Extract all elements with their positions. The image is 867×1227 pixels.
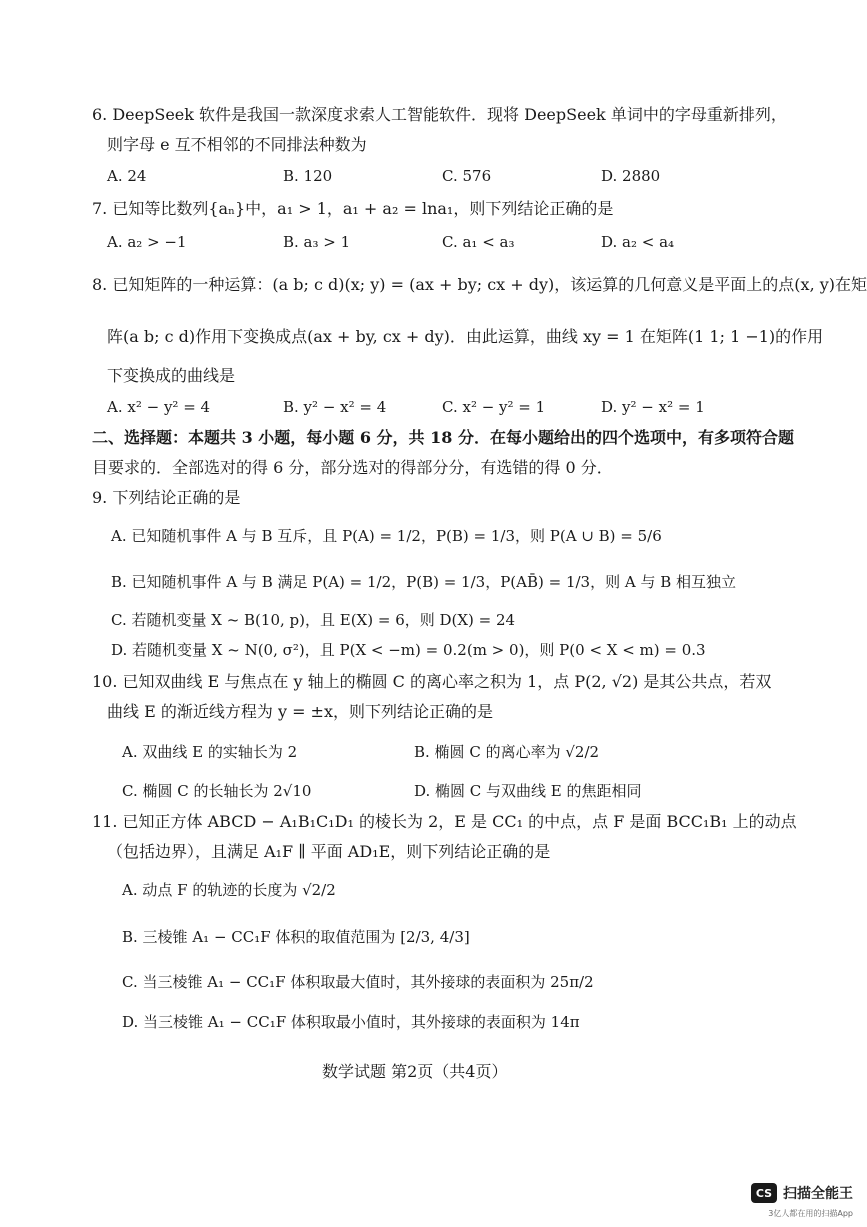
q8-line2: 阵(a b; c d)作用下变换成点(ax + by, cx + dy)．由此运算，曲线 xy = 1 在矩阵(1 1; 1 −1)的作用 (107, 327, 824, 346)
q7-option-d: D. a₂ < a₄ (601, 233, 675, 251)
q8-option-b: B. y² − x² = 4 (283, 398, 387, 416)
q9-stem: 9. 下列结论正确的是 (92, 488, 241, 507)
q10-line1: 10. 已知双曲线 E 与焦点在 y 轴上的椭圆 C 的离心率之积为 1，点 P(2, √2) 是其公共点，若双 (92, 672, 772, 691)
q8-option-c: C. x² − y² = 1 (442, 398, 546, 416)
q9-option-d: D. 若随机变量 X ~ N(0, σ²)，且 P(X < −m) = 0.2(m > 0)，则 P(0 < X < m) = 0.3 (111, 641, 706, 659)
q6-option-d: D. 2880 (601, 167, 661, 185)
q9-option-c: C. 若随机变量 X ~ B(10, p)，且 E(X) = 6，则 D(X) = 24 (111, 611, 516, 629)
scanner-watermark (751, 1183, 853, 1203)
q9-option-a: A. 已知随机事件 A 与 B 互斥，且 P(A) = 1/2，P(B) = 1/3，则 P(A ∪ B) = 5/6 (111, 527, 662, 545)
q10-option-c: C. 椭圆 C 的长轴长为 2√10 (122, 782, 312, 800)
q9-option-b: B. 已知随机事件 A 与 B 满足 P(A) = 1/2，P(B) = 1/3，P(AB̄) = 1/3，则 A 与 B 相互独立 (111, 573, 737, 591)
q10-line2: 曲线 E 的渐近线方程为 y = ±x，则下列结论正确的是 (107, 702, 493, 721)
q8-option-a: A. x² − y² = 4 (107, 398, 211, 416)
q7-line1: 7. 已知等比数列{aₙ}中，a₁ > 1，a₁ + a₂ = lna₁，则下列结论正确的是 (92, 199, 614, 218)
q11-option-b: B. 三棱锥 A₁ − CC₁F 体积的取值范围为 [2/3, 4/3] (122, 928, 470, 946)
q6-option-b: B. 120 (283, 167, 333, 185)
q7-option-a: A. a₂ > −1 (107, 233, 187, 251)
q11-line2: （包括边界），且满足 A₁F ∥ 平面 AD₁E，则下列结论正确的是 (107, 842, 551, 861)
q10-option-a: A. 双曲线 E 的实轴长为 2 (122, 743, 298, 761)
q7-option-c: C. a₁ < a₃ (442, 233, 515, 251)
page-footer: 数学试题 第2页（共4页） (322, 1062, 508, 1081)
q6-option-a: A. 24 (107, 167, 147, 185)
scanner-app-name: 扫描全能王 (783, 1186, 853, 1202)
q10-option-d: D. 椭圆 C 与双曲线 E 的焦距相同 (414, 782, 642, 800)
q6-line2: 则字母 e 互不相邻的不同排法种数为 (107, 135, 367, 154)
q11-option-d: D. 当三棱锥 A₁ − CC₁F 体积取最小值时，其外接球的表面积为 14π (122, 1013, 580, 1031)
q6-line1: 6. DeepSeek 软件是我国一款深度求索人工智能软件．现将 DeepSeek 单词中的字母重新排列， (92, 105, 787, 124)
q7-option-b: B. a₃ > 1 (283, 233, 351, 251)
q10-option-b: B. 椭圆 C 的离心率为 √2/2 (414, 743, 600, 761)
scanner-logo-icon: CS (751, 1183, 777, 1203)
section2-line2: 目要求的．全部选对的得 6 分，部分选对的得部分分，有选错的得 0 分． (92, 458, 613, 477)
q11-option-a: A. 动点 F 的轨迹的长度为 √2/2 (122, 881, 336, 899)
q8-option-d: D. y² − x² = 1 (601, 398, 705, 416)
section2-line1: 二、选择题：本题共 3 小题，每小题 6 分，共 18 分．在每小题给出的四个选项中，有多项符合题 (92, 428, 794, 447)
q11-line1: 11. 已知正方体 ABCD − A₁B₁C₁D₁ 的棱长为 2，E 是 CC₁ 的中点，点 F 是面 BCC₁B₁ 上的动点 (92, 812, 797, 831)
scanner-tagline: 3亿人都在用的扫描App (768, 1209, 853, 1218)
q8-line3: 下变换成的曲线是 (107, 366, 236, 385)
q11-option-c: C. 当三棱锥 A₁ − CC₁F 体积取最大值时，其外接球的表面积为 25π/2 (122, 973, 594, 991)
q8-line1: 8. 已知矩阵的一种运算：(a b; c d)(x; y) = (ax + by; cx + dy)，该运算的几何意义是平面上的点(x, y)在矩 (92, 275, 867, 294)
q6-option-c: C. 576 (442, 167, 492, 185)
